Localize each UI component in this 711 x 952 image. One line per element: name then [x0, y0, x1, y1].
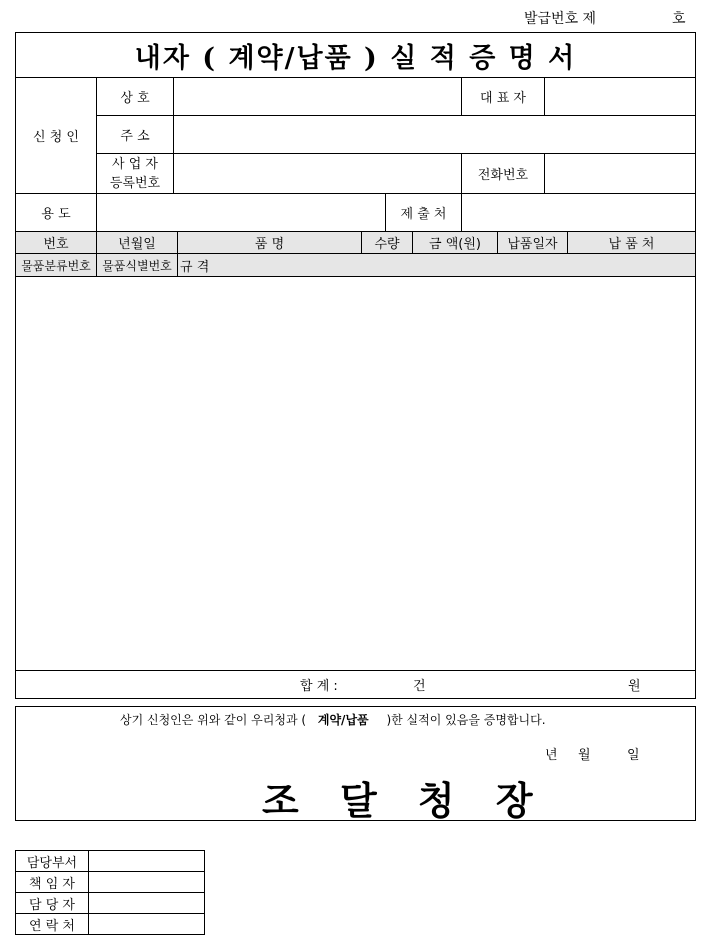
contact-department-label: 담당부서 [26, 855, 78, 871]
header-identification-number: 물품식별번호 [102, 258, 172, 273]
contact-staff-field[interactable] [89, 893, 204, 913]
issue-number-field[interactable] [616, 6, 666, 26]
date-day: 일 [627, 748, 640, 763]
issue-number-label: 발급번호 제 [524, 11, 597, 27]
contact-staff-label: 담 당 자 [29, 897, 75, 913]
purpose-field[interactable] [97, 194, 385, 231]
contact-department-field[interactable] [89, 851, 204, 871]
header-specification: 규 격 [180, 259, 210, 275]
date-year: 년 [545, 748, 558, 763]
phone-field[interactable] [545, 154, 695, 193]
total-count-unit: 건 [413, 679, 426, 694]
total-amount-unit: 원 [628, 679, 641, 694]
applicant-label: 신 청 인 [33, 130, 79, 145]
address-label: 주 소 [120, 128, 150, 144]
certification-text-before: 상기 신청인은 위와 같이 우리청과 ( [120, 713, 307, 727]
header-quantity: 수량 [374, 237, 400, 252]
contact-phone-field[interactable] [89, 914, 204, 934]
contact-phone-label: 연 락 처 [29, 918, 75, 934]
header-amount: 금 액(원) [429, 237, 481, 252]
document-title: 내자 ( 계약/납품 ) 실 적 증 명 서 [134, 42, 577, 74]
divider [15, 670, 696, 671]
table-body[interactable] [16, 277, 695, 670]
date-month: 월 [578, 748, 591, 763]
contact-manager-field[interactable] [89, 872, 204, 892]
representative-field[interactable] [545, 78, 695, 115]
header-delivery-date: 납품일자 [507, 237, 558, 252]
header-item-name: 품 명 [254, 237, 285, 252]
header-delivery-place: 납 품 처 [608, 237, 655, 252]
submit-to-label: 제 출 처 [400, 207, 447, 222]
contact-manager-label: 책 임 자 [29, 876, 75, 892]
header-classification-number: 물품분류번호 [21, 258, 91, 273]
issue-number-suffix: 호 [672, 11, 686, 27]
business-registration-label [97, 153, 173, 194]
submit-to-field[interactable] [462, 194, 695, 231]
issuer-signature: 조 달 청 장 [262, 778, 547, 823]
business-registration-field[interactable] [174, 154, 461, 193]
total-label: 합 계 : [300, 679, 338, 694]
business-registration-label-line2: 등록번호 [109, 175, 161, 191]
company-name-label: 상 호 [120, 90, 150, 106]
phone-label: 전화번호 [477, 168, 529, 183]
header-date: 년월일 [118, 237, 156, 252]
header-number: 번호 [43, 237, 69, 252]
certification-text-after: )한 실적이 있음을 증명합니다. [386, 713, 546, 727]
certification-statement [120, 711, 546, 728]
representative-label: 대 표 자 [480, 90, 526, 106]
company-name-field[interactable] [174, 78, 461, 115]
address-field[interactable] [174, 116, 695, 153]
certification-text-bold: 계약/납품 [317, 713, 369, 727]
purpose-label: 용 도 [41, 207, 71, 222]
business-registration-label-line1: 사 업 자 [112, 156, 158, 172]
